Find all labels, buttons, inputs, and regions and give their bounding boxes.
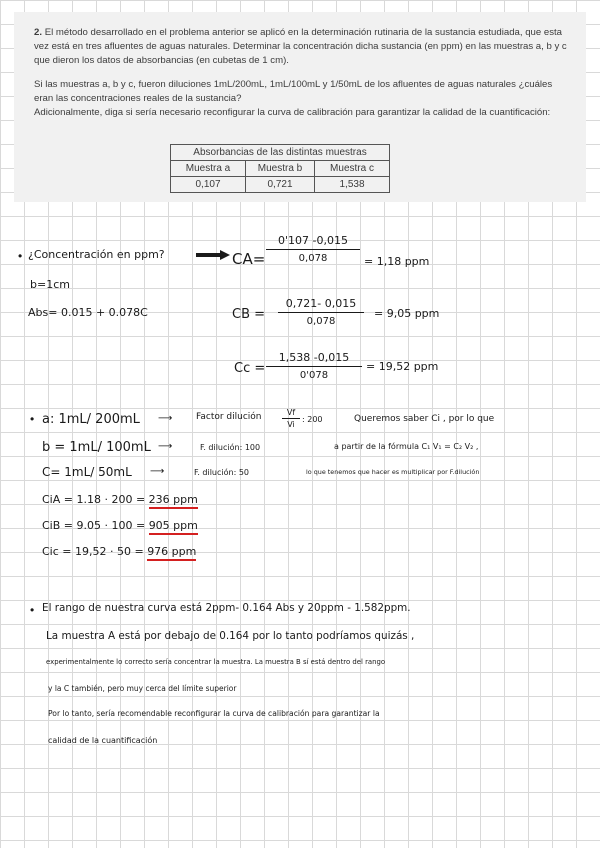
dilution-a-value: : 200 <box>302 415 323 424</box>
arrow-right-icon <box>196 250 230 260</box>
table-header-b: Muestra b <box>246 161 315 177</box>
table-header-a: Muestra a <box>171 161 246 177</box>
vf-label: Vf <box>282 408 300 419</box>
cic-calc <box>42 545 196 558</box>
cb-numerator: 0,721- 0,015 <box>278 297 364 313</box>
bullet-1: • <box>18 249 23 263</box>
cc-denominator: 0'078 <box>299 370 329 381</box>
bullet-3: • <box>30 603 35 617</box>
ca-label: CA= <box>232 250 266 268</box>
cib-lhs: CiB = 9.05 · 100 = <box>42 519 146 532</box>
table-header-c: Muestra c <box>315 161 390 177</box>
dilution-a: a: 1mL/ 200mL <box>42 412 140 427</box>
table-value-b: 0,721 <box>246 177 315 193</box>
dilution-b: b = 1mL/ 100mL <box>42 440 151 455</box>
cic-lhs: Cic = 19,52 · 50 = <box>42 545 144 558</box>
dilution-a-factor: Factor dilución <box>196 412 262 422</box>
question-concentration: ¿Concentración en ppm? <box>28 248 165 261</box>
arrow-c: ⟶ <box>150 466 165 477</box>
path-length: b=1cm <box>30 278 70 291</box>
conclusion-line-4: y la C también, pero muy cerca del límite superior <box>48 684 237 693</box>
cib-result: 905 ppm <box>149 519 198 535</box>
problem-paragraph-2: Si las muestras a, b y c, fueron diluciones 1mL/200mL, 1mL/100mL y 1/50mL de los afluentes de aguas naturales ¿cuáles eran las concentraciones reales de la sustancia? <box>34 79 553 104</box>
cib-calc <box>42 519 198 532</box>
cb-denominator: 0,078 <box>306 316 336 327</box>
conclusion-line-3: experimentalmente lo correcto sería concentrar la muestra. La muestra B sí está dentro del rango <box>46 658 386 666</box>
cc-result: = 19,52 ppm <box>366 360 439 373</box>
arrow-b: ⟶ <box>158 441 173 452</box>
dilution-c: C= 1mL/ 50mL <box>42 465 132 479</box>
cb-result: = 9,05 ppm <box>374 307 440 320</box>
cc-fraction <box>266 351 362 381</box>
cia-calc <box>42 493 198 506</box>
conclusion-line-6: calidad de la cuantificación <box>48 736 158 745</box>
ca-result: = 1,18 ppm <box>364 255 430 268</box>
cc-numerator: 1,538 -0,015 <box>266 351 362 367</box>
side-note-2: a partir de la fórmula C₁ V₁ = C₂ V₂ , <box>334 442 479 451</box>
cb-label: CB = <box>232 307 266 322</box>
problem-paragraph-3: Adicionalmente, diga si sería necesario reconfigurar la curva de calibración para garantizar la calidad de la cuantificación: <box>34 107 551 118</box>
table-value-a: 0,107 <box>171 177 246 193</box>
calibration-equation: Abs= 0.015 + 0.078C <box>28 306 148 319</box>
cia-lhs: CiA = 1.18 · 200 = <box>42 493 146 506</box>
dilution-a-fraction <box>282 408 300 429</box>
cic-result: 976 ppm <box>147 545 196 561</box>
problem-paragraph-1 <box>34 26 572 68</box>
table-title: Absorbancias de las distintas muestras <box>171 145 390 161</box>
conclusion-line-5: Por lo tanto, sería recomendable reconfigurar la curva de calibración para garantizar la <box>48 709 380 718</box>
conclusion-line-1: El rango de nuestra curva está 2ppm- 0.164 Abs y 20ppm - 1.582ppm. <box>42 602 411 614</box>
table-value-c: 1,538 <box>315 177 390 193</box>
ca-fraction <box>266 234 360 264</box>
ca-denominator: 0,078 <box>298 253 328 264</box>
vi-label: Vi <box>287 420 295 429</box>
cb-fraction <box>278 297 364 327</box>
absorbance-table <box>170 144 390 193</box>
arrow-a: ⟶ <box>158 413 173 424</box>
dilution-c-factor: F. dilución: 50 <box>194 468 249 477</box>
bullet-2: • <box>30 412 35 426</box>
conclusion-line-2: La muestra A está por debajo de 0.164 por lo tanto podríamos quizás , <box>46 630 415 642</box>
problem-text-1: El método desarrollado en el problema anterior se aplicó en la determinación rutinaria de la sustancia estudiada, que esta vez está en tres afluentes de aguas naturales. Determinar la concentración dicha sustancia (en ppm) en las muestras a, b y c que dieron los datos de absorbancias (en cubetas de 1 cm). <box>34 27 567 66</box>
problem-number: 2. <box>34 27 43 38</box>
cia-result: 236 ppm <box>149 493 198 509</box>
ca-numerator: 0'107 -0,015 <box>266 234 360 250</box>
cc-label: Cc = <box>234 361 266 376</box>
dilution-b-factor: F. dilución: 100 <box>200 443 261 452</box>
side-note-1: Queremos saber Ci , por lo que <box>354 414 495 424</box>
side-note-3: lo que tenemos que hacer es multiplicar por F.dilución <box>306 468 480 476</box>
